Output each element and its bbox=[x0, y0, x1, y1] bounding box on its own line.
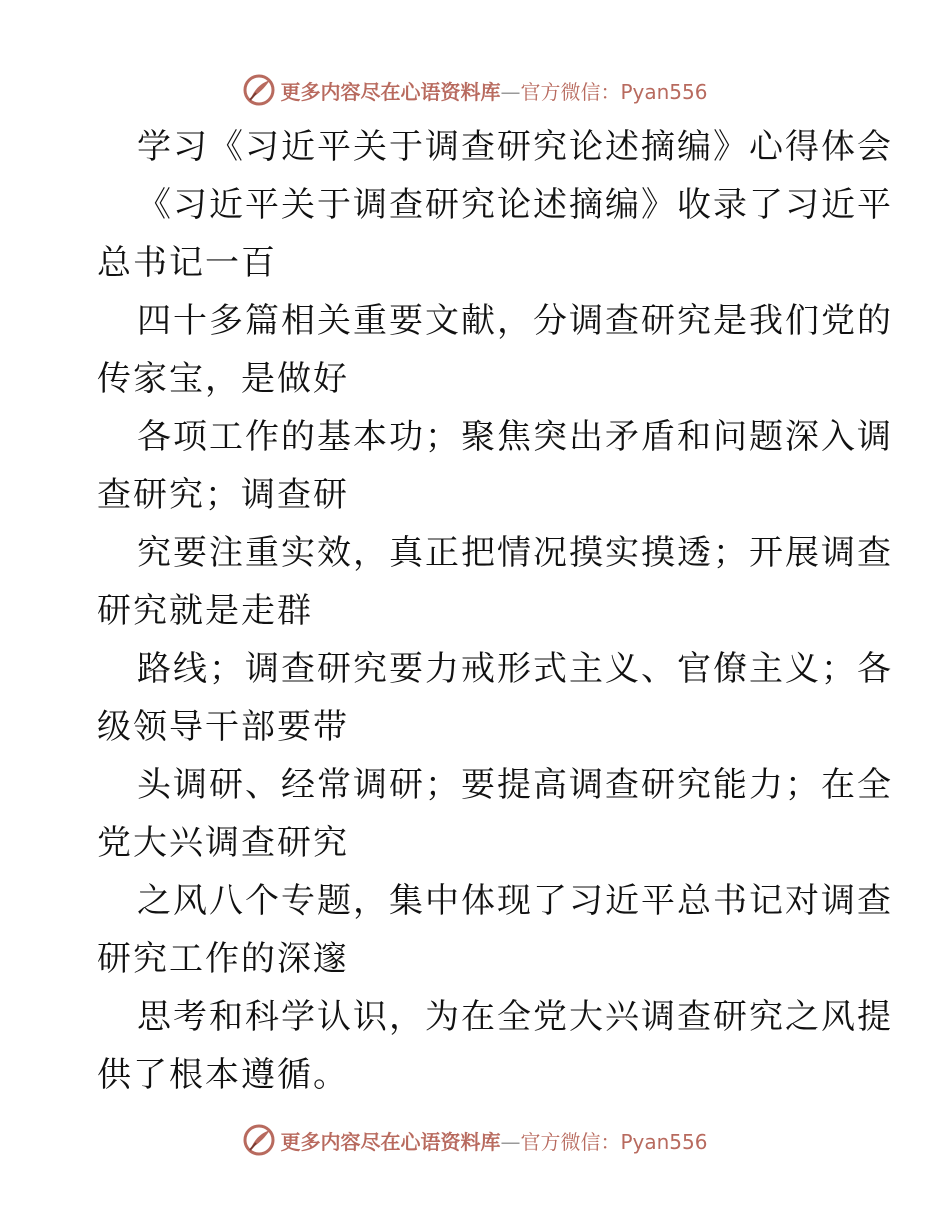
banner-text bbox=[280, 1126, 707, 1155]
banner-site-name: 更多内容尽在心语资料库 bbox=[280, 1129, 501, 1154]
footer-banner bbox=[0, 1120, 950, 1160]
paragraph-line: 研究工作的深邃 bbox=[97, 939, 349, 979]
paragraph-line: 传家宝，是做好 bbox=[97, 359, 349, 399]
document-title: 学习《习近平关于调查研究论述摘编》心得体会 bbox=[137, 127, 893, 167]
banner-text bbox=[280, 76, 707, 105]
paragraph-line: 究要注重实效，真正把情况摸实摸透；开展调查 bbox=[137, 533, 893, 573]
paragraph-line: 查研究；调查研 bbox=[97, 475, 349, 515]
paragraph-line: 之风八个专题，集中体现了习近平总书记对调查 bbox=[137, 881, 893, 921]
paragraph-line: 思考和科学认识，为在全党大兴调查研究之风提 bbox=[137, 997, 893, 1037]
header-banner bbox=[0, 70, 950, 110]
paragraph-line: 党大兴调查研究 bbox=[97, 823, 349, 863]
paragraph-line: 级领导干部要带 bbox=[97, 707, 349, 747]
banner-dash: — bbox=[500, 1129, 521, 1154]
paragraph-line: 四十多篇相关重要文献，分调查研究是我们党的 bbox=[137, 301, 893, 341]
paragraph-line: 路线；调查研究要力戒形式主义、官僚主义；各 bbox=[137, 649, 893, 689]
paragraph-line: 各项工作的基本功；聚焦突出矛盾和问题深入调 bbox=[137, 417, 893, 457]
feather-pen-logo-icon bbox=[242, 73, 276, 107]
banner-dash: — bbox=[500, 79, 521, 104]
banner-site-name: 更多内容尽在心语资料库 bbox=[280, 79, 501, 104]
paragraph-line: 头调研、经常调研；要提高调查研究能力；在全 bbox=[137, 765, 893, 805]
banner-wechat: 官方微信：Pyan556 bbox=[520, 1129, 708, 1154]
paragraph-line: 供了根本遵循。 bbox=[97, 1055, 349, 1095]
paragraph-line: 《习近平关于调查研究论述摘编》收录了习近平 bbox=[137, 185, 893, 225]
paragraph-line: 总书记一百 bbox=[97, 243, 277, 283]
paragraph-line: 研究就是走群 bbox=[97, 591, 313, 631]
banner-wechat: 官方微信：Pyan556 bbox=[520, 79, 708, 104]
document-body bbox=[97, 118, 893, 1104]
feather-pen-logo-icon bbox=[242, 1123, 276, 1157]
